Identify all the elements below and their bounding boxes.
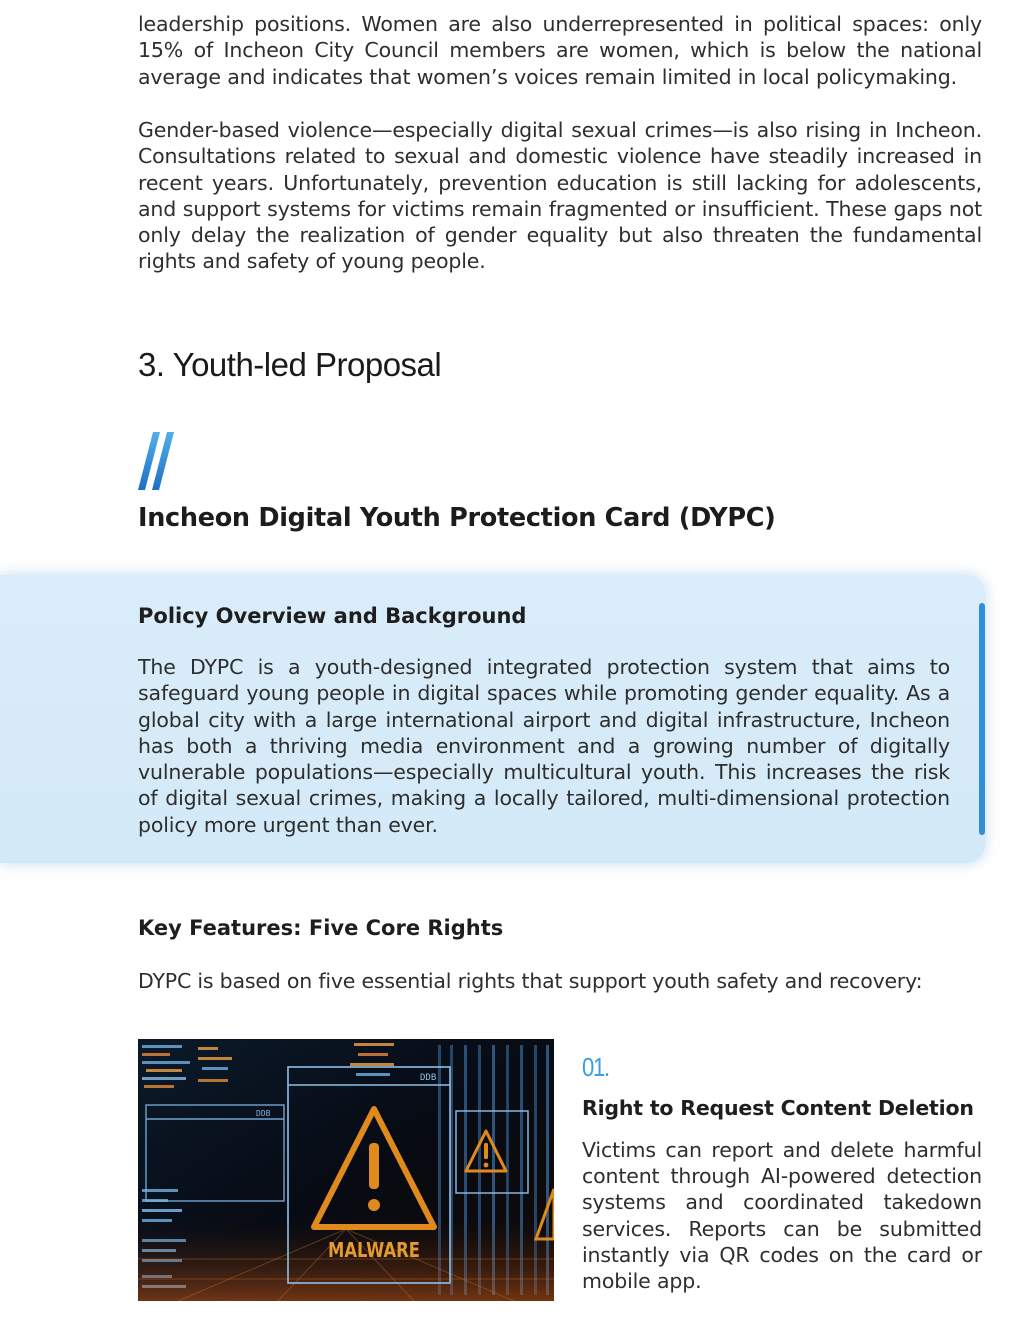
accent-bar (979, 603, 985, 835)
window-tag-center: DDB (420, 1073, 437, 1083)
right-number: 01. (582, 1052, 609, 1082)
intro-paragraph-2: Gender-based violence—especially digital sexual crimes—is also rising in Incheon. Consultations related to sexual and domestic violence have steadily increased in recent years. Unfortunately, prevention education is still lacking for adolescents, and support systems for victims remain fragmented or insufficient. These gaps not only delay the realization of gender equality but also threaten the fundamental rights and safety of young people. (138, 118, 982, 274)
features-intro: DYPC is based on five essential rights that support youth safety and recovery: (138, 969, 923, 993)
intro-paragraph-1: leadership positions. Women are also underrepresented in political spaces: only 15% of Incheon City Council members are women, which is below the national average and indicates that women’s voices remain limited in local policymaking. (138, 12, 982, 89)
features-heading: Key Features: Five Core Rights (138, 916, 504, 940)
card-title: Incheon Digital Youth Protection Card (DYPC) (138, 503, 776, 533)
overview-heading: Policy Overview and Background (138, 604, 527, 628)
right-description: Victims can report and delete harmful content through AI-powered detection systems and coordinated takedown services. Reports can be submitted instantly via QR codes on the card or mobile app. (582, 1138, 982, 1294)
overview-text: The DYPC is a youth-designed integrated protection system that aims to safeguard young people in digital spaces while promoting gender equality. As a global city with a large international airport and digital infrastructure, Incheon has both a thriving media environment and a growing number of digitally vulnerable populations—especially multicultural youth. This increases the risk of digital sexual crimes, making a locally tailored, multi-dimensional protection policy more urgent than ever. (138, 655, 950, 837)
window-tag-left: DDB (256, 1109, 271, 1118)
section-title: 3. Youth-led Proposal (138, 346, 442, 383)
double-slash-icon (136, 430, 184, 492)
right-title: Right to Request Content Deletion (582, 1096, 974, 1120)
malware-warning-image (138, 1039, 554, 1301)
malware-label: MALWARE (328, 1239, 420, 1263)
